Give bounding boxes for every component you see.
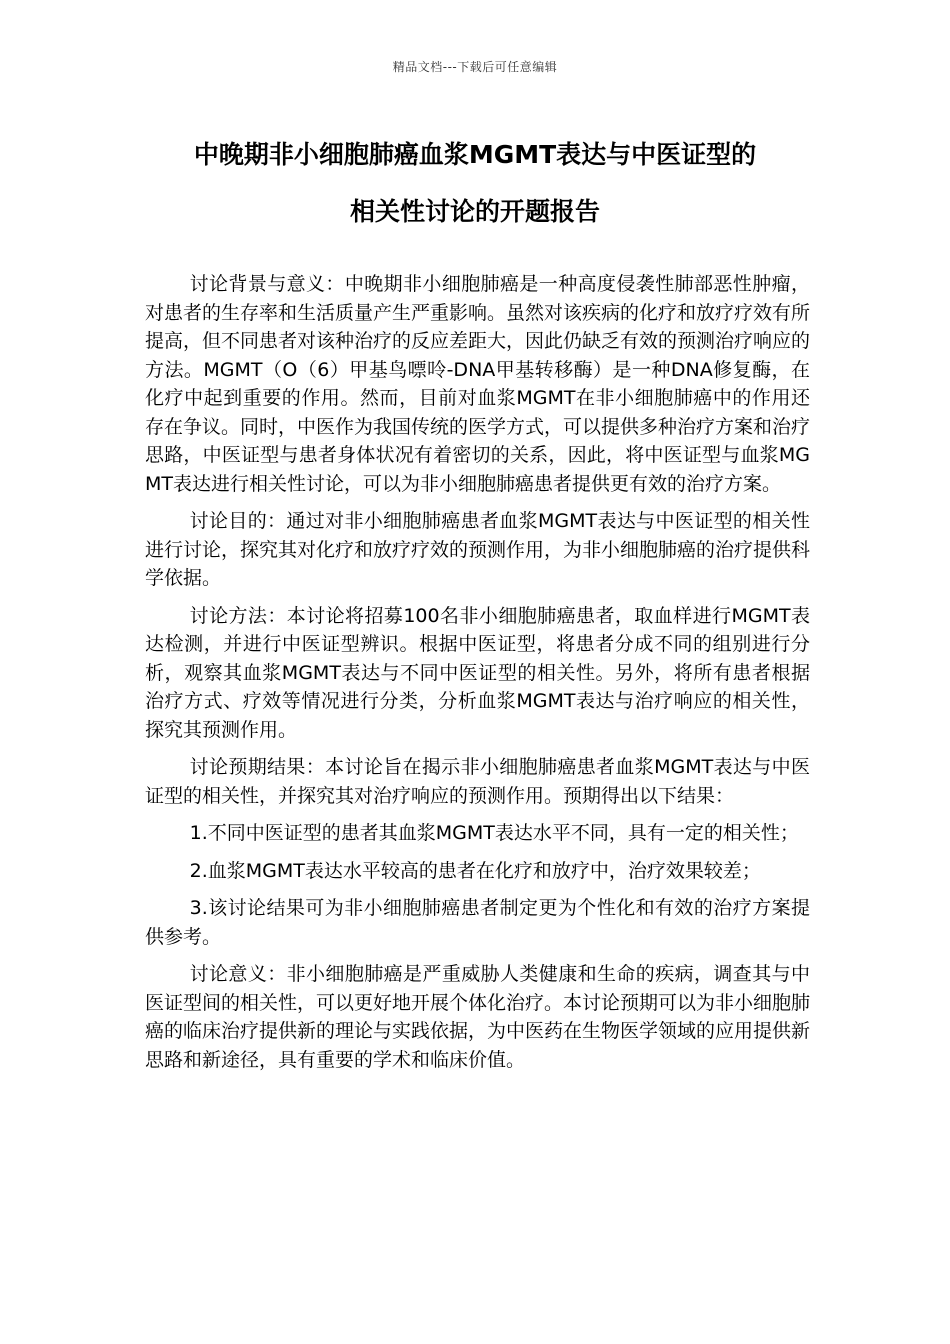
paragraph-significance: 讨论意义：非小细胞肺癌是严重威胁人类健康和生命的疾病，调查其与中医证型间的相关性，可以更好地开展个体化治疗。本讨论预期可以为非小细胞肺癌的临床治疗提供新的理论与实践依据，为中医药在生物医学领域的应用提供新思路和新途径，具有重要的学术和临床价值。: [145, 963, 811, 1071]
paragraph-background: 讨论背景与意义：中晚期非小细胞肺癌是一种高度侵袭性肺部恶性肿瘤，对患者的生存率和生活质量产生严重影响。虽然对该疾病的化疗和放疗疗效有所提高，但不同患者对该种治疗的反应差距大，因此仍缺乏有效的预测治疗响应的方法。MGMT（O（6）甲基鸟嘌呤-DNA甲基转移酶）是一种DNA修复酶，在化疗中起到重要的作用。然而，目前对血浆MGMT在非小细胞肺癌中的作用还存在争议。同时，中医作为我国传统的医学方式，可以提供多种治疗方案和治疗思路，中医证型与患者身体状况有着密切的关系，因此，将中医证型与血浆MGMT表达进行相关性讨论，可以为非小细胞肺癌患者提供更有效的治疗方案。: [145, 273, 811, 495]
paragraph-purpose: 讨论目的：通过对非小细胞肺癌患者血浆MGMT表达与中医证型的相关性进行讨论，探究其对化疗和放疗疗效的预测作用，为非小细胞肺癌的治疗提供科学依据。: [145, 510, 811, 589]
paragraph-result-1: 1.不同中医证型的患者其血浆MGMT表达水平不同，具有一定的相关性；: [189, 822, 799, 844]
paragraph-result-3: 3.该讨论结果可为非小细胞肺癌患者制定更为个性化和有效的治疗方案提供参考。: [145, 897, 810, 948]
header-note: 精品文档---下载后可任意编辑: [392, 60, 558, 74]
paragraph-expected-results: 讨论预期结果：本讨论旨在揭示非小细胞肺癌患者血浆MGMT表达与中医证型的相关性，并探究其对治疗响应的预测作用。预期得出以下结果：: [145, 756, 810, 807]
document-body: [145, 270, 810, 1083]
paragraph-method: 讨论方法：本讨论将招募100名非小细胞肺癌患者，取血样进行MGMT表达检测，并进行中医证型辨识。根据中医证型，将患者分成不同的组别进行分析，观察其血浆MGMT表达与不同中医证型的相关性。另外，将所有患者根据治疗方式、疗效等情况进行分类，分析血浆MGMT表达与治疗响应的相关性，探究其预测作用。: [145, 604, 810, 741]
document-title-line-2: 相关性讨论的开题报告: [349, 197, 600, 226]
paragraph-result-2: 2.血浆MGMT表达水平较高的患者在化疗和放疗中，治疗效果较差；: [189, 859, 761, 882]
document-title-line-1: 中晚期非小细胞肺癌血浆MGMT表达与中医证型的: [193, 140, 757, 169]
